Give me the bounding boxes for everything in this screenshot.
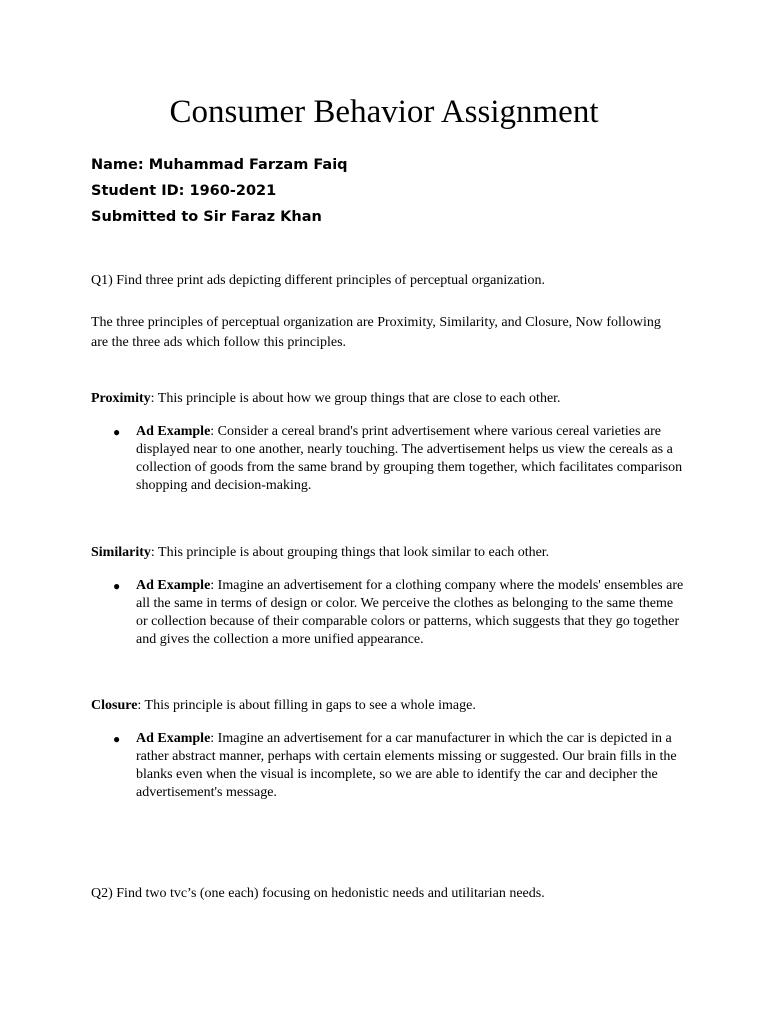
- bullet-icon: ●: [113, 425, 121, 439]
- ad-example-text: : Imagine an advertisement for a car manufacturer in which the car is depicted in a rather abstract manner, perhaps with certain elements missing or suggested. Our brain fills in the blanks even when the visual is incomplete, so we are able to identify the car and decipher the advertisement's message.: [136, 731, 677, 800]
- principle-closure: [91, 696, 681, 716]
- ad-example-text: : Imagine an advertisement for a clothing company where the models' ensembles are all the same in terms of design or color. We perceive the clothes as belonging to the same theme or collection because of their comparable colors or patterns, which suggests that they go together and gives the collection a more unified appearance.: [136, 578, 684, 647]
- ad-example-text: : Consider a cereal brand's print advertisement where various cereal varieties are displayed near to one another, nearly touching. The advertisement helps us view the cereals as a collection of goods from the same brand by grouping them together, which facilitates comparison shopping and decision-making.: [136, 424, 683, 493]
- principle-definition: : This principle is about grouping things that look similar to each other.: [150, 545, 550, 560]
- ad-example-label: Ad Example: [136, 424, 211, 439]
- submitted-to: Submitted to Sir Faraz Khan: [91, 209, 322, 225]
- student-name: Name: Muhammad Farzam Faiq: [91, 157, 348, 173]
- ad-example-label: Ad Example: [136, 731, 211, 746]
- q1-question: Q1) Find three print ads depicting different principles of perceptual organization.: [91, 273, 545, 288]
- bullet-icon: ●: [113, 732, 121, 746]
- bullet-icon: ●: [113, 579, 121, 593]
- principle-definition: : This principle is about filling in gaps to see a whole image.: [137, 698, 476, 713]
- ad-example-proximity: [136, 423, 684, 495]
- principle-definition: : This principle is about how we group things that are close to each other.: [150, 391, 561, 406]
- q2-question: Q2) Find two tvc’s (one each) focusing on hedonistic needs and utilitarian needs.: [91, 886, 545, 901]
- ad-example-similarity: [136, 577, 684, 649]
- principle-term: Similarity: [91, 545, 151, 560]
- document-title: Consumer Behavior Assignment: [169, 94, 599, 130]
- q1-intro: The three principles of perceptual organization are Proximity, Similarity, and Closure, Now following are the three ads which follow this principles.: [91, 315, 661, 350]
- principle-proximity: [91, 389, 681, 409]
- ad-example-closure: [136, 730, 684, 802]
- ad-example-label: Ad Example: [136, 578, 211, 593]
- principle-similarity: [91, 543, 681, 563]
- student-id: Student ID: 1960-2021: [91, 183, 277, 199]
- principle-term: Closure: [91, 698, 138, 713]
- principle-term: Proximity: [91, 391, 151, 406]
